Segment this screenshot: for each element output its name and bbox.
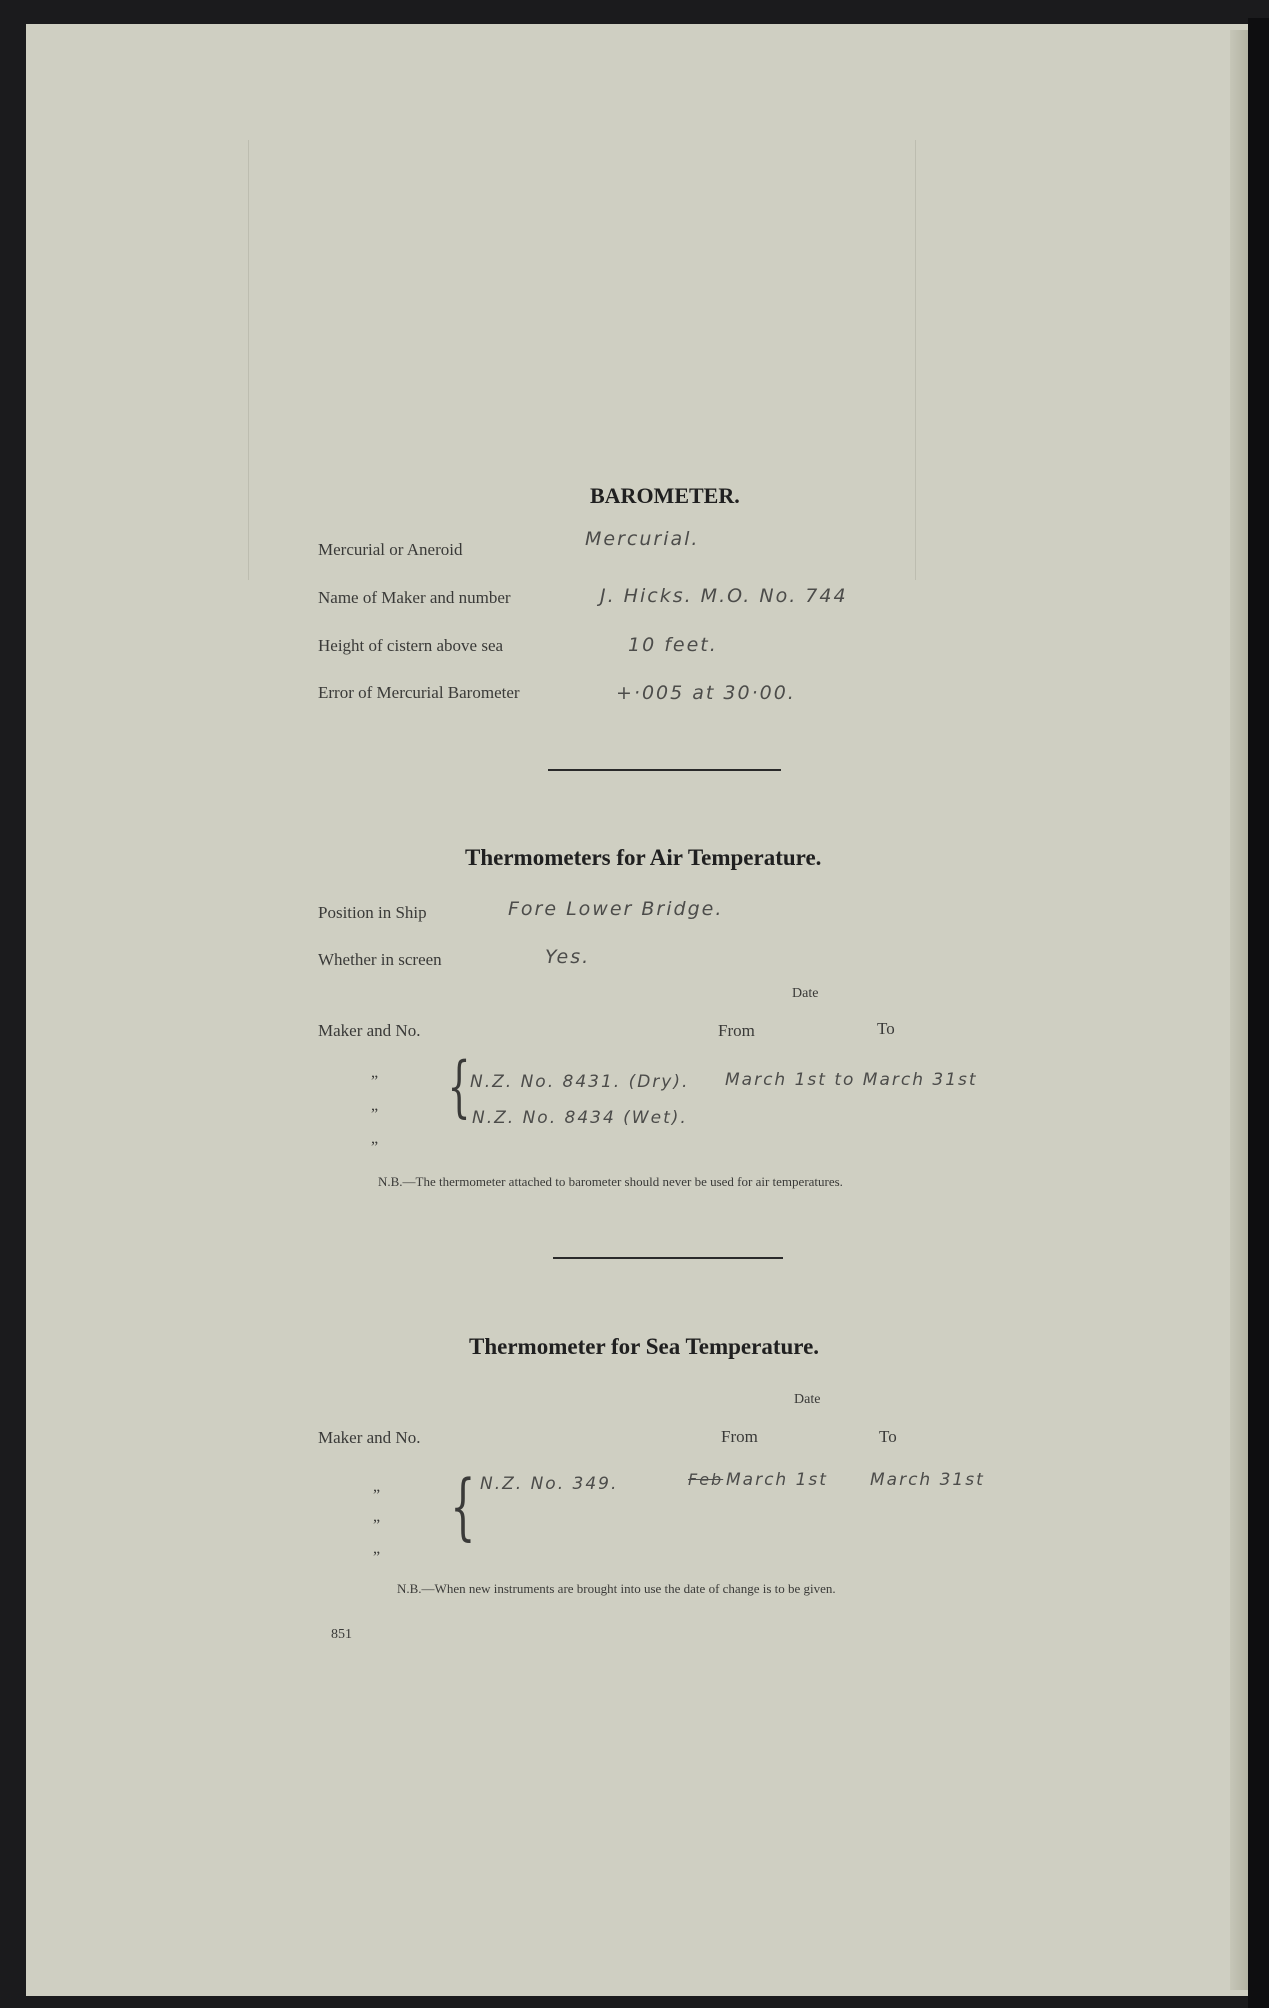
ditto-mark: „ xyxy=(371,1130,379,1147)
position-in-ship-value: Fore Lower Bridge. xyxy=(508,898,724,920)
ditto-mark: „ xyxy=(373,1478,381,1495)
barometer-error-label: Error of Mercurial Barometer xyxy=(318,683,520,702)
maker-number-value: J. Hicks. M.O. No. 744 xyxy=(600,585,848,607)
faint-rule xyxy=(915,140,916,580)
ditto-mark: „ xyxy=(371,1064,379,1081)
maker-number-label: Name of Maker and number xyxy=(318,588,511,607)
whether-in-screen-label: Whether in screen xyxy=(318,950,442,969)
air-from-label: From xyxy=(718,1021,755,1040)
ditto-mark: „ xyxy=(373,1508,381,1525)
cistern-height-value: 10 feet. xyxy=(628,634,718,656)
sea-from-struck-text: Feb xyxy=(688,1470,724,1489)
air-maker-label: Maker and No. xyxy=(318,1021,421,1040)
ditto-mark: „ xyxy=(371,1097,379,1114)
position-in-ship-label: Position in Ship xyxy=(318,903,427,922)
sea-maker-label: Maker and No. xyxy=(318,1428,421,1447)
barometer-error-value: +·005 at 30·00. xyxy=(616,682,796,704)
document-page xyxy=(26,24,1248,1996)
sea-from-date: March 1st xyxy=(726,1470,828,1490)
air-thermometer-dry: N.Z. No. 8431. (Dry). xyxy=(470,1072,690,1092)
sea-from-label: From xyxy=(721,1427,758,1446)
air-thermometer-dry-dates: March 1st to March 31st xyxy=(725,1070,978,1090)
section-divider xyxy=(553,1257,783,1259)
sea-note: N.B.—When new instruments are brought into use the date of change is to be given. xyxy=(397,1581,836,1596)
mercurial-or-aneroid-value: Mercurial. xyxy=(585,528,700,550)
grouping-brace: { xyxy=(450,1464,476,1548)
form-number: 851 xyxy=(331,1627,352,1642)
grouping-brace: { xyxy=(447,1048,471,1125)
sea-to-date: March 31st xyxy=(870,1470,985,1490)
ditto-mark: „ xyxy=(373,1540,381,1557)
sea-date-label: Date xyxy=(794,1392,821,1407)
air-to-label: To xyxy=(877,1019,895,1038)
faint-rule xyxy=(248,140,249,580)
page-gutter-shadow xyxy=(1230,30,1248,1990)
mercurial-or-aneroid-label: Mercurial or Aneroid xyxy=(318,540,463,559)
air-note: N.B.—The thermometer attached to barometer should never be used for air temperatures. xyxy=(378,1174,843,1189)
sea-temperature-heading: Thermometer for Sea Temperature. xyxy=(469,1334,820,1359)
sea-thermometer-entry: N.Z. No. 349. xyxy=(480,1474,619,1494)
air-date-label: Date xyxy=(792,986,819,1001)
sea-to-label: To xyxy=(879,1427,897,1446)
air-temperature-heading: Thermometers for Air Temperature. xyxy=(465,845,822,870)
barometer-heading: BAROMETER. xyxy=(590,483,740,508)
air-thermometer-wet: N.Z. No. 8434 (Wet). xyxy=(472,1108,688,1128)
whether-in-screen-value: Yes. xyxy=(545,946,591,968)
section-divider xyxy=(548,769,781,771)
page-edge xyxy=(1248,18,1269,2008)
cistern-height-label: Height of cistern above sea xyxy=(318,636,504,655)
